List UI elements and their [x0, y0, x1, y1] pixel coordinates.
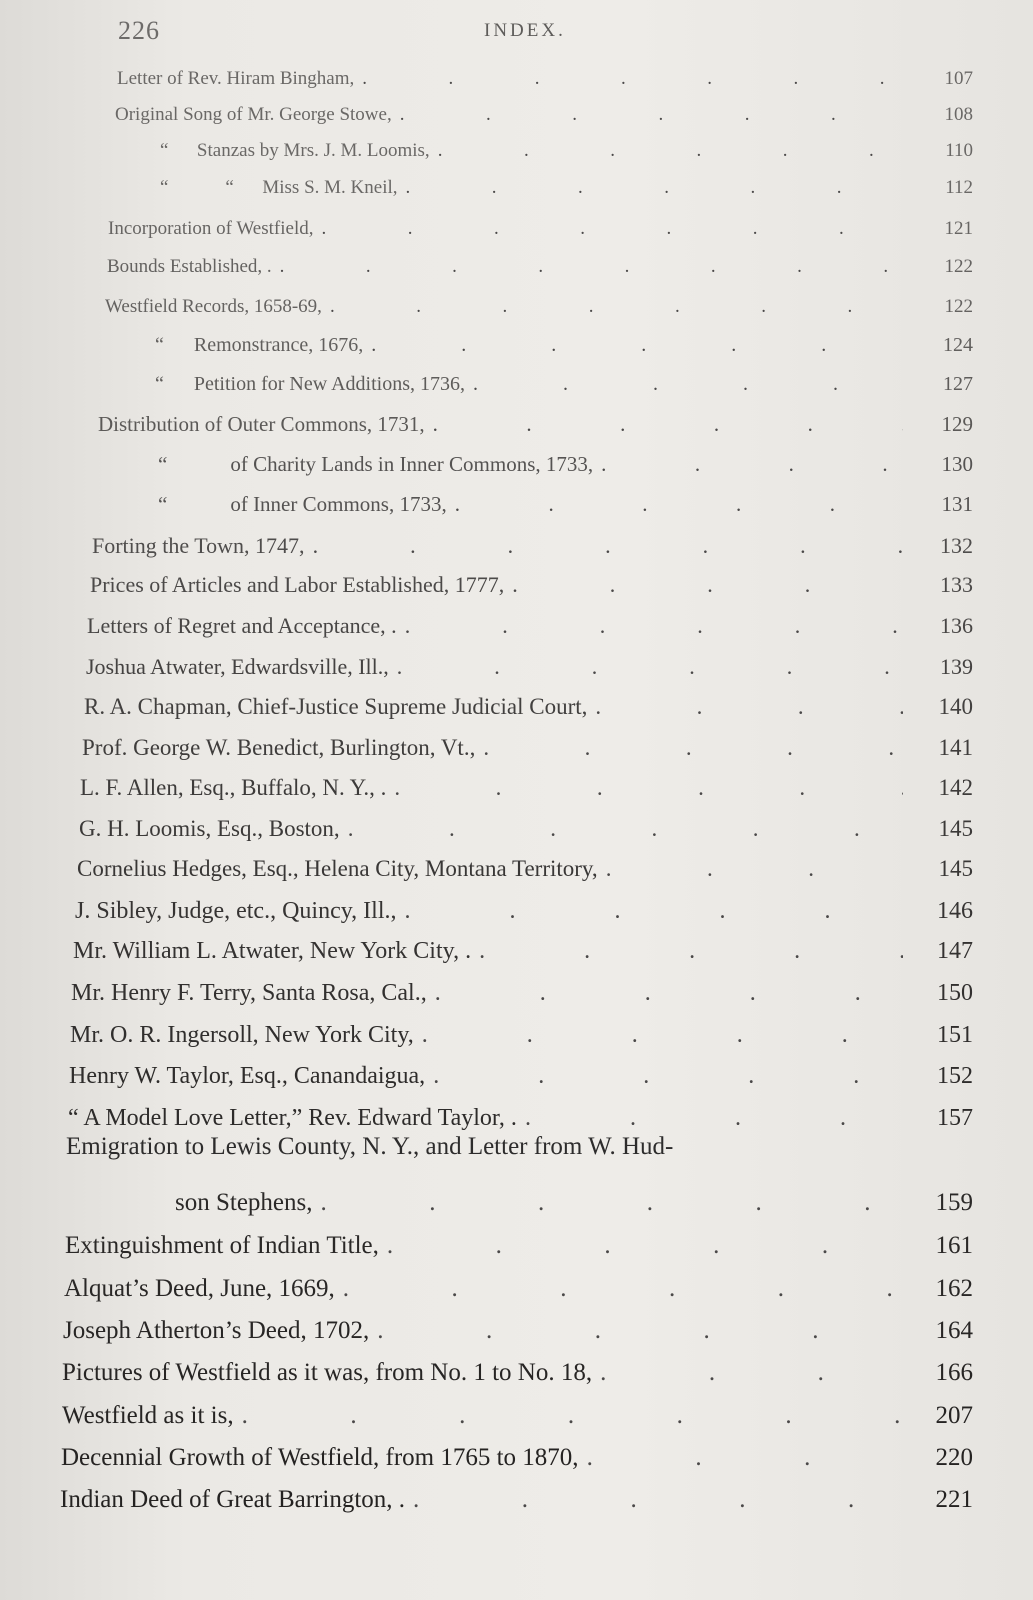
- dot-leaders: [433, 412, 903, 437]
- dot-leaders: [422, 1022, 903, 1049]
- index-entry: [87, 613, 973, 647]
- entry-title: Cornelius Hedges, Esq., Helena City, Montana Territory,: [77, 856, 598, 881]
- index-entry: [155, 334, 973, 368]
- entry-title: “ “ Miss S. M. Kneil,: [160, 177, 398, 198]
- entry-page: 130: [941, 452, 973, 476]
- entry-page: 162: [935, 1275, 973, 1302]
- entry-title: Decennial Growth of Westfield, from 1765 to 1870,: [61, 1444, 579, 1471]
- dot-leaders: [606, 856, 903, 882]
- index-entry: [90, 572, 973, 606]
- dot-leaders: [433, 1063, 903, 1090]
- index-entry: [80, 775, 973, 809]
- entry-page: 166: [935, 1359, 973, 1386]
- entry-title: son Stephens,: [175, 1189, 313, 1216]
- entry-title: Westfield as it is,: [62, 1402, 234, 1429]
- entry-page: 142: [938, 775, 973, 800]
- entry-page: 122: [944, 296, 973, 317]
- entry-page: 107: [944, 68, 973, 89]
- index-entry: [98, 412, 973, 446]
- dot-leaders: [405, 613, 903, 639]
- dot-leaders: [406, 177, 904, 199]
- entry-page: 145: [938, 856, 973, 881]
- dot-leaders: [321, 218, 903, 240]
- entry-page: 145: [938, 816, 973, 841]
- index-entry: [117, 68, 973, 102]
- dot-leaders: [348, 816, 903, 842]
- index-entry: [84, 694, 973, 728]
- entry-title: “ Remonstrance, 1676,: [155, 334, 364, 356]
- entry-title: “ of Charity Lands in Inner Commons, 1733,: [158, 452, 594, 476]
- entry-page: 159: [935, 1189, 973, 1216]
- entry-page: 112: [945, 177, 973, 198]
- entry-title: Bounds Established, .: [107, 256, 272, 277]
- dot-leaders: [525, 1105, 903, 1132]
- index-entry: [86, 654, 973, 688]
- entry-page: 164: [935, 1317, 973, 1344]
- entry-title: Mr. William L. Atwater, New York City, .: [73, 938, 472, 964]
- dot-leaders: [377, 1317, 903, 1345]
- index-entry: [65, 1232, 973, 1266]
- index-entry: [105, 296, 973, 330]
- entry-title: Henry W. Taylor, Esq., Canandaigua,: [69, 1063, 426, 1089]
- entry-title: “ Stanzas by Mrs. J. M. Loomis,: [160, 140, 430, 161]
- dot-leaders: [362, 68, 903, 90]
- dot-leaders: [242, 1402, 903, 1430]
- entry-title: Letter of Rev. Hiram Bingham,: [117, 68, 355, 89]
- index-entry: [160, 140, 973, 174]
- entry-page: 161: [935, 1232, 973, 1259]
- entry-title: “ of Inner Commons, 1733,: [158, 492, 447, 516]
- index-entry: [79, 816, 973, 850]
- dot-leaders: [479, 938, 903, 965]
- page-number: 226: [118, 16, 160, 45]
- running-head: INDEX.: [484, 20, 566, 41]
- dot-leaders: [343, 1275, 903, 1303]
- entry-title: Prices of Articles and Labor Established, 1777,: [90, 572, 505, 597]
- entry-page: 131: [941, 492, 973, 516]
- entry-title: J. Sibley, Judge, etc., Quincy, Ill.,: [75, 898, 397, 924]
- dot-leaders: [600, 1359, 903, 1387]
- dot-leaders: [394, 775, 903, 801]
- entry-title: G. H. Loomis, Esq., Boston,: [79, 816, 340, 841]
- index-entry: [160, 177, 973, 211]
- index-entry: [62, 1402, 973, 1436]
- dot-leaders: [400, 104, 903, 126]
- entry-page: 151: [937, 1022, 973, 1048]
- entry-title: Mr. Henry F. Terry, Santa Rosa, Cal.,: [71, 980, 427, 1006]
- dot-leaders: [413, 1486, 903, 1514]
- dot-leaders: [280, 256, 903, 278]
- entry-page: 157: [937, 1105, 973, 1131]
- entry-page: 133: [940, 572, 973, 597]
- dot-leaders: [313, 533, 903, 559]
- index-entry: [92, 533, 973, 567]
- continued-entry-line: Emigration to Lewis County, N. Y., and Letter from W. Hud-: [66, 1133, 674, 1160]
- entry-title: Alquat’s Deed, June, 1669,: [64, 1275, 335, 1302]
- index-entry: [107, 256, 973, 290]
- entry-page: 150: [937, 980, 973, 1006]
- dot-leaders: [397, 654, 903, 680]
- entry-page: 110: [945, 140, 973, 161]
- entry-title: Original Song of Mr. George Stowe,: [115, 104, 392, 125]
- index-entry: [71, 980, 973, 1014]
- entry-page: 140: [938, 694, 973, 719]
- entry-page: 152: [937, 1063, 973, 1089]
- entry-page: 220: [935, 1444, 973, 1471]
- entry-title: “ A Model Love Letter,” Rev. Edward Taylor, .: [68, 1105, 517, 1131]
- entry-title: Joshua Atwater, Edwardsville, Ill.,: [86, 654, 389, 679]
- entry-title: Distribution of Outer Commons, 1731,: [98, 412, 425, 436]
- entry-title: “ Petition for New Additions, 1736,: [155, 373, 465, 395]
- index-entry: [115, 104, 973, 138]
- dot-leaders: [321, 1189, 904, 1217]
- index-entry: [70, 1022, 973, 1056]
- dot-leaders: [435, 980, 903, 1007]
- entry-title: Westfield Records, 1658-69,: [105, 296, 322, 317]
- index-entry: [69, 1063, 973, 1097]
- index-entry: [155, 373, 973, 407]
- index-entry: [62, 1359, 973, 1393]
- index-entry: [73, 938, 973, 972]
- entry-page: 132: [940, 533, 973, 558]
- entry-page: 122: [944, 256, 973, 277]
- entry-page: 129: [941, 412, 973, 436]
- dot-leaders: [330, 296, 903, 318]
- entry-title: Indian Deed of Great Barrington, .: [60, 1486, 406, 1513]
- index-entry: [108, 218, 973, 252]
- entry-page: 121: [944, 218, 973, 239]
- dot-leaders: [473, 373, 903, 396]
- entry-page: 221: [935, 1486, 973, 1513]
- entry-title: R. A. Chapman, Chief-Justice Supreme Judicial Court,: [84, 694, 588, 719]
- entry-title: Mr. O. R. Ingersoll, New York City,: [70, 1022, 414, 1048]
- dot-leaders: [587, 1444, 903, 1472]
- entry-title: Extinguishment of Indian Title,: [65, 1232, 379, 1259]
- dot-leaders: [595, 694, 903, 720]
- dot-leaders: [455, 492, 903, 517]
- dot-leaders: [438, 140, 903, 162]
- dot-leaders: [371, 334, 903, 357]
- index-entry: [63, 1317, 973, 1351]
- entry-page: 147: [937, 938, 973, 964]
- entry-page: 124: [943, 334, 973, 356]
- dot-leaders: [601, 452, 903, 477]
- index-entry: [158, 492, 973, 526]
- dot-leaders: [387, 1232, 903, 1260]
- entry-page: 146: [937, 898, 973, 924]
- entry-title: Prof. George W. Benedict, Burlington, Vt.,: [82, 735, 476, 760]
- entry-title: Incorporation of Westfield,: [108, 218, 314, 239]
- dot-leaders: [512, 572, 903, 598]
- index-entry: [75, 898, 973, 932]
- entry-title: L. F. Allen, Esq., Buffalo, N. Y., .: [80, 775, 387, 800]
- index-entry: [64, 1275, 973, 1309]
- index-entry: [61, 1444, 973, 1478]
- index-entry: [175, 1189, 973, 1223]
- index-entry: [82, 735, 973, 769]
- entry-title: Letters of Regret and Acceptance, .: [87, 613, 397, 638]
- dot-leaders: [483, 735, 903, 761]
- entry-page: 136: [940, 613, 973, 638]
- dot-leaders: [405, 898, 903, 925]
- entry-page: 141: [938, 735, 973, 760]
- entry-page: 108: [944, 104, 973, 125]
- index-entry: [158, 452, 973, 486]
- entry-title: Pictures of Westfield as it was, from No. 1 to No. 18,: [62, 1359, 593, 1386]
- entry-title: Joseph Atherton’s Deed, 1702,: [63, 1317, 370, 1344]
- index-entry: [77, 856, 973, 890]
- entry-page: 139: [940, 654, 973, 679]
- index-entry: [60, 1486, 973, 1520]
- entry-page: 127: [943, 373, 973, 395]
- entry-title: Forting the Town, 1747,: [92, 533, 305, 558]
- entry-page: 207: [935, 1402, 973, 1429]
